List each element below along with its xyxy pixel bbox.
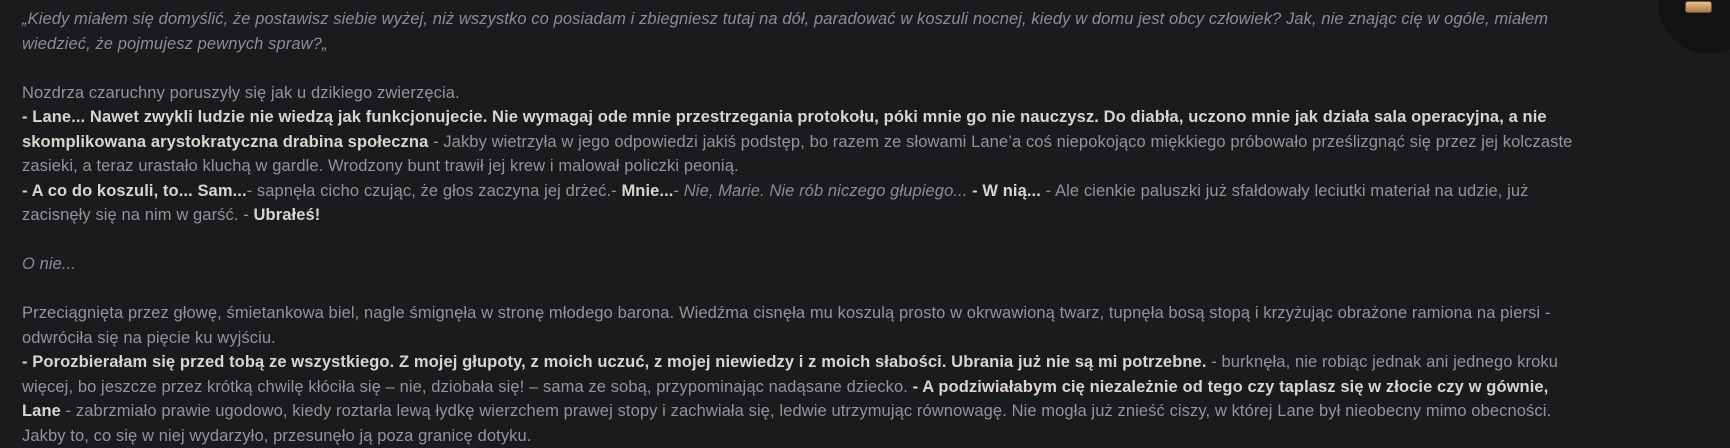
text-segment-bold: - Lane... Nawet zwykli ludzie nie wiedzą jak funkcjonujecie. Nie wymagaj ode mnie przestrzegania protokołu, póki mnie go nie nauczysz. Do diabła, uczono mnie jak działa sala operacyjna, a nie skomplikowana arystokratyczna drabina społeczna xyxy=(22,108,1547,151)
message-block xyxy=(22,81,1580,228)
text-segment-bold: - W nią... xyxy=(972,181,1041,200)
gold-bar-icon xyxy=(1685,1,1712,13)
paragraph xyxy=(22,81,1580,106)
message-block xyxy=(22,301,1580,448)
paragraph xyxy=(22,350,1580,448)
text-segment-bold: Ubrałeś! xyxy=(253,206,321,224)
text-segment-bold: - A podziwiałabym cię niezależnie od tego czy taplasz się w złocie czy w gównie, Lane xyxy=(22,377,1549,420)
paragraph xyxy=(22,7,1580,56)
text-segment-normal: - xyxy=(673,181,684,200)
text-segment-bold: - Porozbierałam się przed tobą ze wszystkiego. Z mojej głupoty, z moich uczuć, z mojej niewiedzy i z moich słabości. Ubrania już nie są mi potrzebne. xyxy=(22,353,1207,371)
text-segment-normal: Nozdrza czaruchny poruszyły się jak u dzikiego zwierzęcia. xyxy=(22,83,460,102)
text-segment-normal: - Jakby wietrzyła w jego odpowiedzi jakiś podstęp, bo razem ze słowami Lane’a coś niepokojąco miękkiego próbowało prześlizgnąć się przez jej kolczaste zasieki, a teraz urastało kluchą w gardle. Wrodzony bunt trawił jej krew i malował policzki peonią. xyxy=(22,132,1573,175)
paragraph xyxy=(22,252,1580,277)
text-segment-italic: O nie... xyxy=(22,255,76,273)
text-segment-normal: - burknęła, nie robiąc jednak ani jednego kroku więcej, bo jeszcze przez krótką chwilę kłóciła się – nie, dziobała się! – sama ze sobą, przypominając nadąsane dziecko. xyxy=(22,353,1559,396)
paragraph xyxy=(22,301,1580,350)
text-segment-italic: Nie, Marie. Nie rób niczego głupiego... xyxy=(683,181,973,200)
message-block xyxy=(22,252,1580,277)
paragraph xyxy=(22,105,1580,179)
text-segment-bold: - A co do koszuli, to... Sam... xyxy=(22,181,247,200)
text-segment-normal: - Ale cienkie paluszki już sfałdowały leciutki materiał na udzie, już zacisnęły się na nim w garść. - xyxy=(22,181,1529,224)
paragraph xyxy=(22,179,1580,228)
text-segment-normal: - sapnęła cicho czując, że głos zaczyna jej drżeć.- xyxy=(246,181,617,200)
message-block xyxy=(22,7,1580,56)
text-segment-normal: Przeciągnięta przez głowę, śmietankowa biel, nagle śmignęła w stronę młodego barona. Wiedźma cisnęła mu koszulą prosto w okrwawioną twarz, tupnęła bosą stopą i krzyżując obrażone ramiona na piersi - odwróciła się na pięcie ku wyjściu. xyxy=(22,304,1551,347)
text-segment-normal: - zabrzmiało prawie ugodowo, kiedy roztarła lewą łydkę wierzchem prawej stopy i zachwiała się, ledwie utrzymując równowagę. Nie mogła już znieść ciszy, w której Lane był nieobecny mimo obecności. Jakby to, co się w niej wydarzyło, przesunęło ją poza granicę dotyku. xyxy=(22,402,1552,445)
text-segment-bold: Mnie... xyxy=(616,181,674,200)
text-segment-italic: „Kiedy miałem się domyślić, że postawisz siebie wyżej, niż wszystko co posiadam i zbiegniesz tutaj na dół, paradować w koszuli nocnej, kiedy w domu jest obcy człowiek? Jak, nie znając cię w ogóle, miałem wiedzieć, że pojmujesz pewnych spraw?„ xyxy=(22,10,1549,53)
